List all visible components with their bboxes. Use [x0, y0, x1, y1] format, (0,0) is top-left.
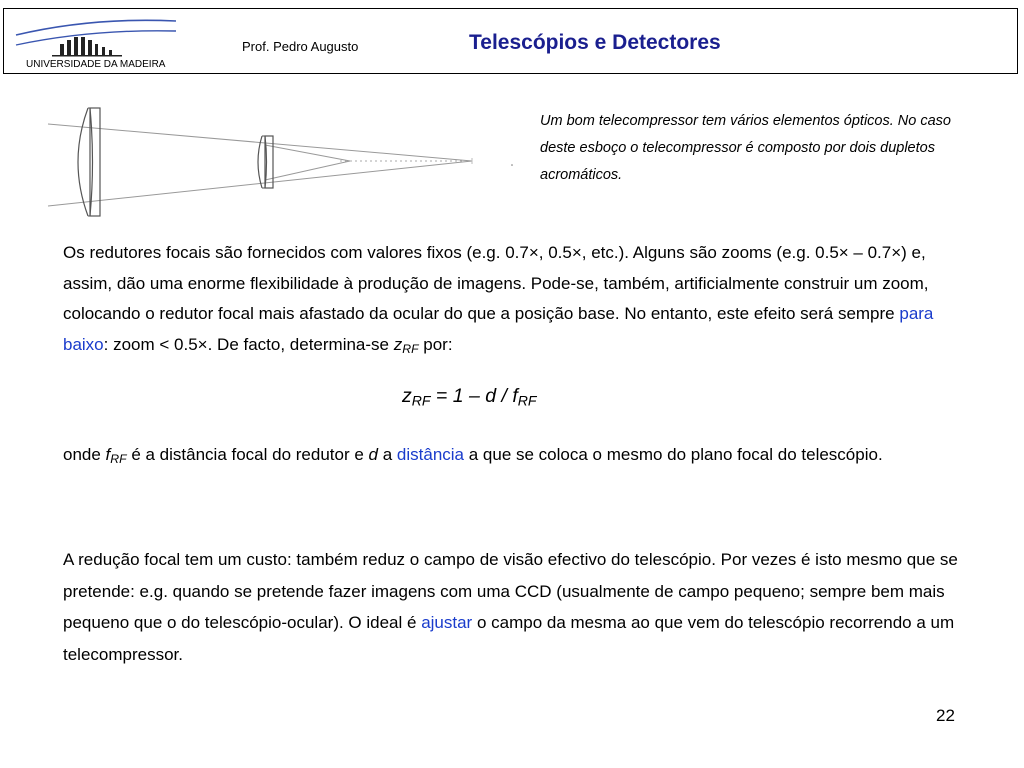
page-title: Telescópios e Detectores [469, 31, 721, 54]
highlight-ajustar: ajustar [421, 613, 473, 632]
subscript-rf: RF [110, 452, 127, 467]
text: por: [418, 334, 453, 354]
text: Os redutores focais são fornecidos com valores fixos (e.g. 0.7×, 0.5×, etc.). Alguns são zooms (e.g. 0.5× – 0.7×) e, assim, dão uma enorme flexibilidade à produção de imagens. Pode-se, também, artificialmente construir um zoom, colocando o redutor focal mais afastado da ocular do que a posição base. No entanto, este efeito será sempre [63, 243, 929, 323]
paragraph-definitions [63, 439, 968, 475]
symbol-f: f [105, 445, 111, 464]
paragraph-focal-reducers [63, 238, 968, 364]
text: : zoom < 0.5×. De facto, determina-se [103, 334, 394, 354]
diagram-caption: Um bom telecompressor tem vários elementos ópticos. No caso deste esboço o telecompressor é composto por dois dupletos acromáticos. [540, 113, 951, 183]
formula-body: = 1 – d / f [430, 385, 518, 407]
symbol-z: z [393, 334, 403, 354]
paragraph-field-reduction [63, 544, 968, 670]
university-name: UNIVERSIDADE DA MADEIRA [26, 59, 166, 70]
formula-z: z [402, 385, 412, 407]
text: onde [63, 445, 106, 464]
text: a [378, 445, 397, 464]
text: A redução focal tem um custo: também reduz o campo de visão efectivo do telescópio. Por vezes é isto mesmo que se pretende: e.g. quando se pretende fazer imagens com uma CCD (usualmente de campo pequeno; sempre bem mais pequeno que o do telescópio-ocular). O ideal é [63, 550, 958, 632]
author-name: Prof. Pedro Augusto [242, 39, 359, 54]
text: a que se coloca o mesmo do plano focal do telescópio. [464, 445, 883, 464]
slide-header [3, 8, 1018, 74]
symbol-d: d [368, 445, 378, 464]
formula-sub-rf-2: RF [517, 392, 537, 409]
highlight-para-baixo: para baixo [63, 304, 934, 354]
subscript-rf: RF [402, 341, 419, 356]
formula-sub-rf: RF [411, 392, 431, 409]
highlight-distancia: distância [396, 445, 465, 464]
text: o campo da mesma ao que vem do telescópio recorrendo a um telecompressor. [63, 613, 955, 664]
text: é a distância focal do redutor e [126, 445, 369, 464]
formula [402, 385, 536, 409]
telecompressor-diagram [40, 100, 520, 220]
page-number: 22 [936, 706, 955, 725]
